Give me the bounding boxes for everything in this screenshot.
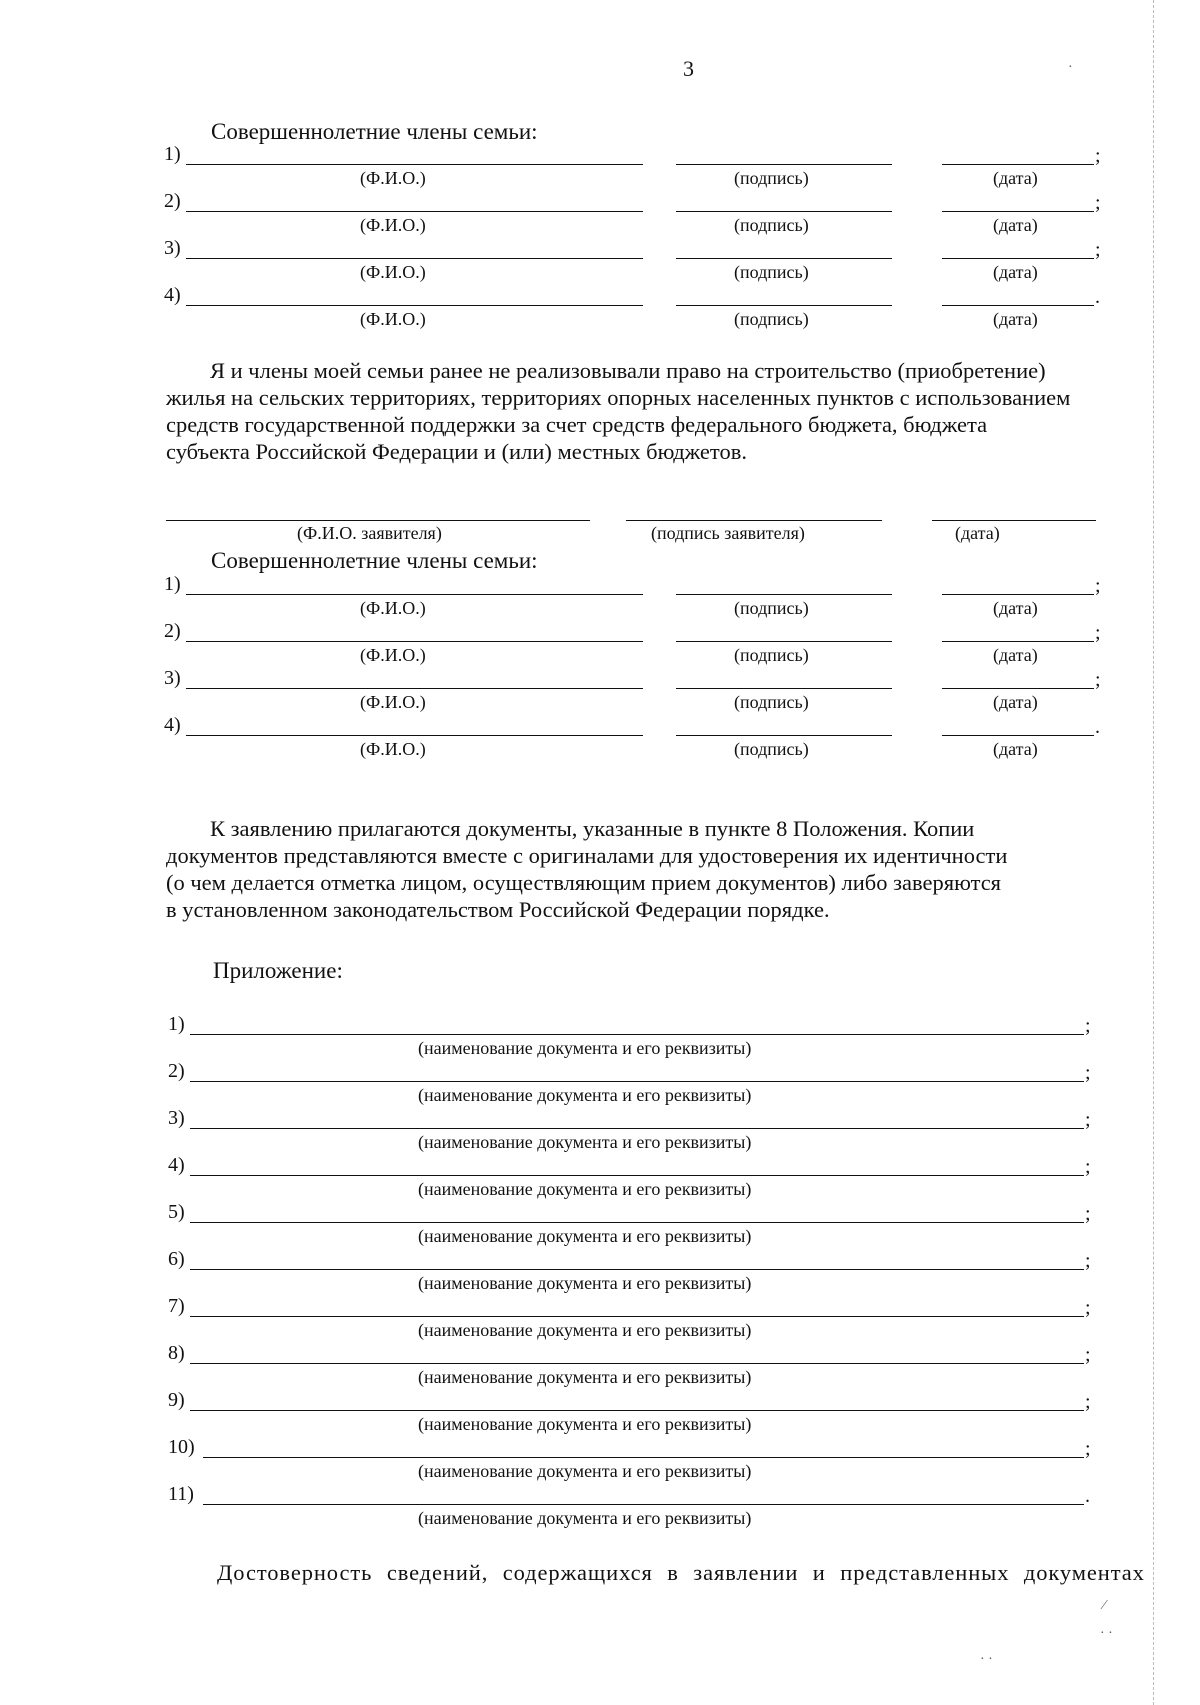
name-line <box>186 688 643 689</box>
row-number: 1) <box>164 143 181 165</box>
attachment-end-punct: ; <box>1085 1344 1091 1366</box>
row-end-punct: ; <box>1095 669 1101 691</box>
signature-caption: (подпись) <box>734 739 809 759</box>
date-caption: (дата) <box>993 692 1038 712</box>
attachment-number: 8) <box>168 1342 185 1364</box>
attachment-line <box>190 1269 1084 1270</box>
attachment-caption: (наименование документа и его реквизиты) <box>418 1320 752 1340</box>
attachment-caption: (наименование документа и его реквизиты) <box>418 1273 752 1293</box>
name-caption: (Ф.И.О.) <box>360 168 426 188</box>
applicant-signature-line <box>626 520 882 521</box>
page-edge <box>1153 0 1154 1705</box>
attachment-caption: (наименование документа и его реквизиты) <box>418 1179 752 1199</box>
paragraph-reliability: Достоверность сведений, содержащихся в заявлении и представленных документах <box>217 1560 1145 1585</box>
attachment-end-punct: ; <box>1085 1391 1091 1413</box>
signature-line <box>676 735 892 736</box>
date-line <box>942 305 1094 306</box>
section1-heading: Совершеннолетние члены семьи: <box>211 119 538 144</box>
signature-caption: (подпись) <box>734 598 809 618</box>
attachment-end-punct: ; <box>1085 1156 1091 1178</box>
attachment-line <box>203 1504 1084 1505</box>
date-line <box>942 641 1094 642</box>
name-line <box>186 211 643 212</box>
attachment-end-punct: ; <box>1085 1203 1091 1225</box>
attachment-line <box>190 1410 1084 1411</box>
applicant-name-caption: (Ф.И.О. заявителя) <box>297 523 442 543</box>
row-end-punct: ; <box>1095 145 1101 167</box>
attachment-line <box>190 1316 1084 1317</box>
signature-caption: (подпись) <box>734 168 809 188</box>
attachment-line <box>190 1128 1084 1129</box>
paragraph-line: Я и члены моей семьи ранее не реализовывали право на строительство (приобретение) <box>210 358 1046 383</box>
attachment-caption: (наименование документа и его реквизиты) <box>418 1367 752 1387</box>
attachment-end-punct: ; <box>1085 1438 1091 1460</box>
applicant-signature-caption: (подпись заявителя) <box>651 523 805 543</box>
attachment-number: 4) <box>168 1154 185 1176</box>
date-caption: (дата) <box>993 739 1038 759</box>
attachment-number: 5) <box>168 1201 185 1223</box>
attachment-number: 3) <box>168 1107 185 1129</box>
signature-caption: (подпись) <box>734 262 809 282</box>
paragraph-line: средств государственной поддержки за счет средств федерального бюджета, бюджета <box>166 412 988 437</box>
attachment-caption: (наименование документа и его реквизиты) <box>418 1414 752 1434</box>
paragraph-attached-documents <box>166 815 1148 923</box>
attachment-line <box>203 1457 1084 1458</box>
applicant-date-caption: (дата) <box>955 523 1000 543</box>
attachment-end-punct: ; <box>1085 1250 1091 1272</box>
date-line <box>942 164 1094 165</box>
attachment-number: 2) <box>168 1060 185 1082</box>
date-caption: (дата) <box>993 168 1038 188</box>
name-caption: (Ф.И.О.) <box>360 309 426 329</box>
attachment-caption: (наименование документа и его реквизиты) <box>418 1085 752 1105</box>
date-line <box>942 594 1094 595</box>
name-caption: (Ф.И.О.) <box>360 598 426 618</box>
name-line <box>186 305 643 306</box>
date-line <box>942 735 1094 736</box>
signature-line <box>676 688 892 689</box>
name-caption: (Ф.И.О.) <box>360 215 426 235</box>
attachment-end-punct: ; <box>1085 1109 1091 1131</box>
name-line <box>186 258 643 259</box>
row-number: 2) <box>164 620 181 642</box>
attachment-caption: (наименование документа и его реквизиты) <box>418 1461 752 1481</box>
attachment-caption: (наименование документа и его реквизиты) <box>418 1132 752 1152</box>
paragraph-line: жилья на сельских территориях, территориях опорных населенных пунктов с использованием <box>166 385 1071 410</box>
name-line <box>186 641 643 642</box>
attachment-number: 1) <box>168 1013 185 1035</box>
row-number: 4) <box>164 284 181 306</box>
row-number: 1) <box>164 573 181 595</box>
signature-line <box>676 211 892 212</box>
attachment-number: 6) <box>168 1248 185 1270</box>
attachment-caption: (наименование документа и его реквизиты) <box>418 1038 752 1058</box>
scan-speck: · <box>1068 60 1073 75</box>
signature-line <box>676 164 892 165</box>
paragraph-line: документов представляются вместе с оригиналами для удостоверения их идентичности <box>166 843 1008 868</box>
attachment-end-punct: ; <box>1085 1015 1091 1037</box>
date-caption: (дата) <box>993 645 1038 665</box>
attachment-number: 9) <box>168 1389 185 1411</box>
scan-speck: ⁄ <box>1103 1598 1106 1613</box>
row-end-punct: ; <box>1095 192 1101 214</box>
date-line <box>942 688 1094 689</box>
attachment-caption: (наименование документа и его реквизиты) <box>418 1226 752 1246</box>
attachment-line <box>190 1175 1084 1176</box>
row-end-punct: . <box>1095 286 1100 308</box>
date-caption: (дата) <box>993 309 1038 329</box>
paragraph-no-prior-use <box>166 357 1148 465</box>
paragraph-line: в установленном законодательством Российской Федерации порядке. <box>166 897 830 922</box>
row-number: 3) <box>164 667 181 689</box>
attachment-number: 11) <box>168 1483 194 1505</box>
attachment-line <box>190 1222 1084 1223</box>
signature-caption: (подпись) <box>734 645 809 665</box>
attachment-end-punct: ; <box>1085 1297 1091 1319</box>
applicant-name-line <box>166 520 590 521</box>
name-caption: (Ф.И.О.) <box>360 645 426 665</box>
signature-line <box>676 305 892 306</box>
attachment-end-punct: . <box>1085 1485 1090 1507</box>
paragraph-line: (о чем делается отметка лицом, осуществляющим прием документов) либо заверяются <box>166 870 1002 895</box>
date-caption: (дата) <box>993 262 1038 282</box>
attachment-line <box>190 1363 1084 1364</box>
date-caption: (дата) <box>993 598 1038 618</box>
name-line <box>186 594 643 595</box>
row-end-punct: . <box>1095 716 1100 738</box>
attachment-number: 7) <box>168 1295 185 1317</box>
date-line <box>942 211 1094 212</box>
signature-caption: (подпись) <box>734 692 809 712</box>
paragraph-line: субъекта Российской Федерации и (или) местных бюджетов. <box>166 439 747 464</box>
name-line <box>186 735 643 736</box>
date-line <box>942 258 1094 259</box>
date-caption: (дата) <box>993 215 1038 235</box>
signature-line <box>676 594 892 595</box>
section2-heading: Совершеннолетние члены семьи: <box>211 548 538 573</box>
name-caption: (Ф.И.О.) <box>360 692 426 712</box>
row-number: 2) <box>164 190 181 212</box>
signature-caption: (подпись) <box>734 309 809 329</box>
scan-speck: · · <box>1100 1626 1113 1641</box>
row-end-punct: ; <box>1095 575 1101 597</box>
page-number: 3 <box>683 56 694 81</box>
name-caption: (Ф.И.О.) <box>360 262 426 282</box>
signature-line <box>676 258 892 259</box>
attachment-line <box>190 1081 1084 1082</box>
row-end-punct: ; <box>1095 239 1101 261</box>
attachment-number: 10) <box>168 1436 195 1458</box>
paragraph-line: К заявлению прилагаются документы, указанные в пункте 8 Положения. Копии <box>210 816 975 841</box>
name-line <box>186 164 643 165</box>
attachment-caption: (наименование документа и его реквизиты) <box>418 1508 752 1528</box>
applicant-date-line <box>932 520 1096 521</box>
row-end-punct: ; <box>1095 622 1101 644</box>
attachments-heading: Приложение: <box>213 958 343 983</box>
scan-speck: · · <box>980 1652 993 1667</box>
attachment-line <box>190 1034 1084 1035</box>
signature-line <box>676 641 892 642</box>
attachment-end-punct: ; <box>1085 1062 1091 1084</box>
signature-caption: (подпись) <box>734 215 809 235</box>
row-number: 4) <box>164 714 181 736</box>
row-number: 3) <box>164 237 181 259</box>
name-caption: (Ф.И.О.) <box>360 739 426 759</box>
